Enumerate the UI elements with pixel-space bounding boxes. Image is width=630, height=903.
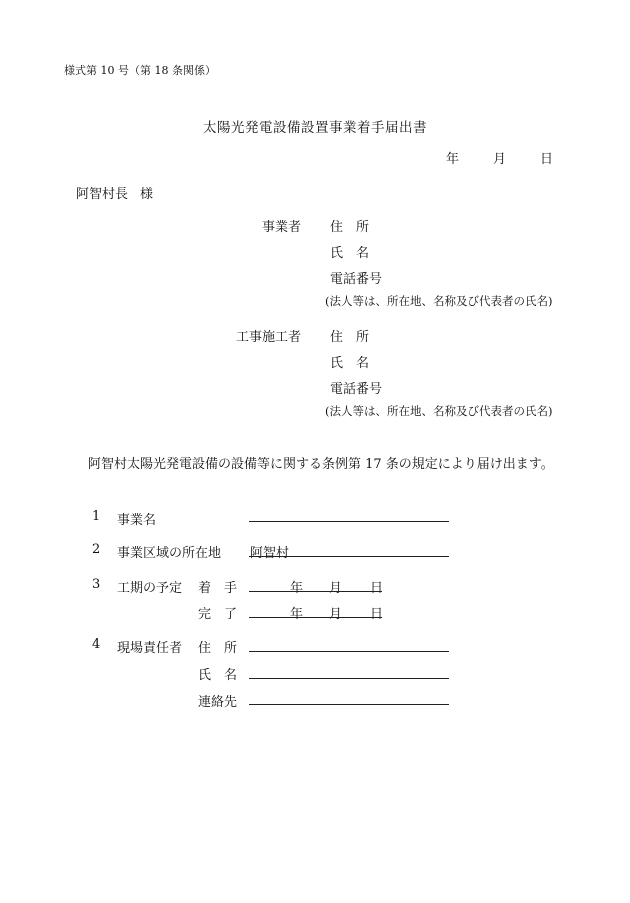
- item3-number: 3: [92, 577, 101, 592]
- item4-number: 4: [92, 637, 101, 652]
- project-name-field[interactable]: [249, 521, 449, 522]
- item1-label: 事業名: [117, 513, 157, 528]
- contractor-note: (法人等は、所在地、名称及び代表者の氏名): [325, 404, 553, 418]
- contractor-phone-label: 電話番号: [330, 382, 383, 397]
- addressee: [76, 183, 153, 202]
- form-number: 様式第 10 号（第 18 条関係）: [64, 64, 216, 77]
- site-location-field[interactable]: [249, 556, 449, 557]
- operator-name-label: 氏 名: [330, 246, 370, 261]
- operator-note: (法人等は、所在地、名称及び代表者の氏名): [325, 294, 553, 308]
- addressee-name: 阿智村長: [76, 187, 129, 202]
- supervisor-contact-field[interactable]: [249, 704, 449, 705]
- date-day-label: 日: [540, 152, 554, 167]
- operator-phone-label: 電話番号: [330, 272, 383, 287]
- contractor-role-label: 工事施工者: [236, 330, 302, 345]
- item3-end-year: 年: [290, 607, 304, 622]
- item3-start-day: 日: [370, 581, 384, 596]
- item3-end-month: 月: [329, 607, 343, 622]
- start-date-field[interactable]: [249, 591, 382, 592]
- item2-number: 2: [92, 542, 101, 557]
- item3-start-month: 月: [329, 581, 343, 596]
- operator-address-label: 住 所: [330, 220, 370, 235]
- item3-end-label: 完 了: [198, 607, 238, 622]
- item4-label: 現場責任者: [117, 641, 183, 656]
- item2-label: 事業区域の所在地: [117, 546, 222, 561]
- item1-number: 1: [92, 509, 101, 524]
- date-year-label: 年: [446, 152, 460, 167]
- item3-start-label: 着 手: [198, 581, 238, 596]
- contractor-name-label: 氏 名: [330, 356, 370, 371]
- supervisor-name-field[interactable]: [249, 678, 449, 679]
- item4-name-label: 氏 名: [198, 668, 238, 683]
- contractor-address-label: 住 所: [330, 330, 370, 345]
- supervisor-address-field[interactable]: [249, 651, 449, 652]
- item4-contact-label: 連絡先: [198, 695, 238, 710]
- end-date-field[interactable]: [249, 617, 382, 618]
- operator-role-label: 事業者: [262, 220, 302, 235]
- date-month-label: 月: [493, 152, 507, 167]
- declaration-text: 阿智村太陽光発電設備の設備等に関する条例第 17 条の規定により届け出ます。: [88, 457, 554, 472]
- addressee-honorific: 様: [140, 187, 154, 202]
- item3-start-year: 年: [290, 581, 304, 596]
- site-location-value: 阿智村: [250, 546, 290, 561]
- item3-label: 工期の予定: [117, 581, 183, 596]
- item3-end-day: 日: [370, 607, 384, 622]
- item4-address-label: 住 所: [198, 641, 238, 656]
- document-title: 太陽光発電設備設置事業着手届出書: [203, 120, 427, 136]
